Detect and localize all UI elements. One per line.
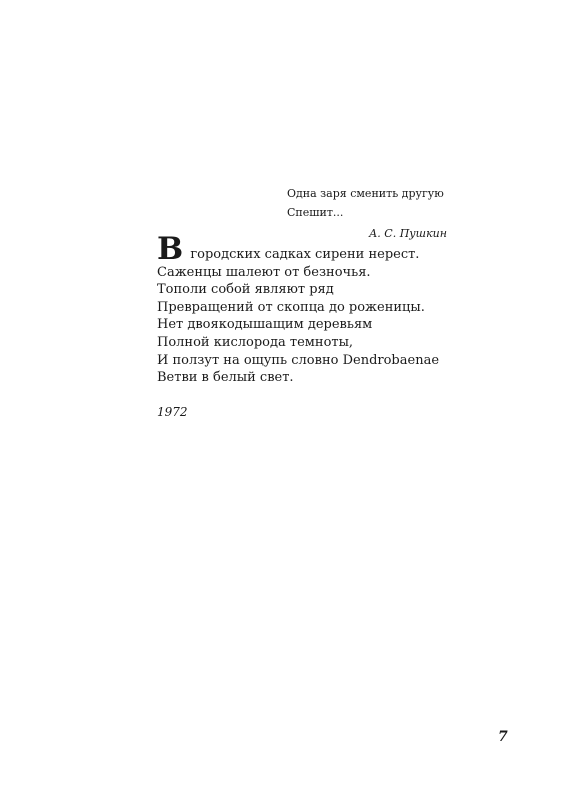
poem-line-text: городских садках сирени нерест. xyxy=(186,247,420,262)
poem-line: Ветви в белый свет. xyxy=(157,370,294,386)
poem-line: Полной кислорода темноты, xyxy=(157,334,354,350)
epigraph-line: Спешит... xyxy=(287,206,344,219)
poem-line: И ползут на ощупь словно Dendrobaenae xyxy=(157,352,440,368)
poem-line: Тополи собой являют ряд xyxy=(157,282,334,298)
poem-line: Нет двоякодышащим деревьям xyxy=(157,317,373,333)
epigraph-author: А. С. Пушкин xyxy=(368,227,447,240)
drop-cap: В xyxy=(157,231,184,267)
page-number: 7 xyxy=(498,729,508,745)
poem-line: Саженцы шалеют от безночья. xyxy=(157,264,371,280)
poem-year: 1972 xyxy=(157,405,188,419)
epigraph xyxy=(287,184,447,243)
epigraph-line: Одна заря сменить другую xyxy=(287,187,444,200)
poem-line: Превращений от скопца до роженицы. xyxy=(157,299,425,315)
